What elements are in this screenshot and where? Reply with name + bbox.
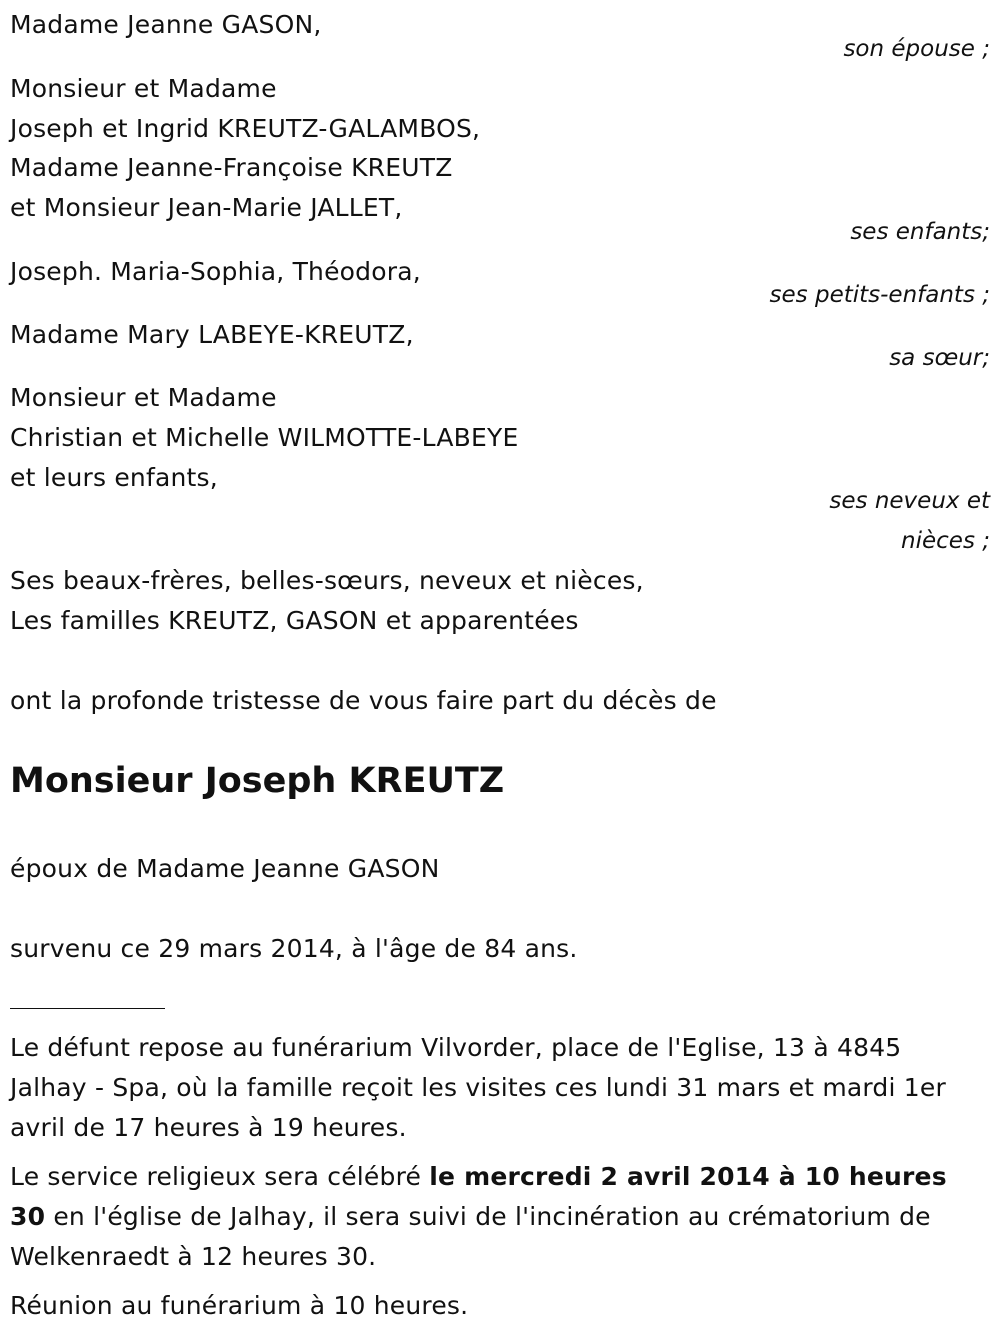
grandchildren-role: ses petits-enfants ; — [769, 282, 990, 308]
spouse-of-text: époux de Madame Jeanne GASON — [10, 854, 440, 883]
reunion-paragraph: Réunion au funérarium à 10 heures. — [10, 1291, 469, 1320]
sister-line: Madame Mary LABEYE-KREUTZ, — [10, 320, 414, 349]
nephews-role-line-1: ses neveux et — [829, 488, 990, 514]
sister-role: sa sœur; — [889, 345, 990, 371]
divider-rule — [10, 1008, 165, 1009]
children-line-2: Joseph et Ingrid KREUTZ-GALAMBOS, — [10, 114, 481, 143]
children-line-3: Madame Jeanne-Françoise KREUTZ — [10, 153, 453, 182]
children-line-4: et Monsieur Jean-Marie JALLET, — [10, 193, 403, 222]
service-suffix: en l'église de Jalhay, il sera suivi de l'incinération au crématorium de Welkenraedt à 12 heures 30. — [10, 1202, 931, 1271]
nephews-line-2: Christian et Michelle WILMOTTE-LABEYE — [10, 423, 519, 452]
service-prefix: Le service religieux sera célébré — [10, 1162, 430, 1191]
service-paragraph — [10, 1157, 985, 1277]
nephews-line-1: Monsieur et Madame — [10, 383, 277, 412]
children-role: ses enfants; — [850, 219, 990, 245]
deceased-name: Monsieur Joseph KREUTZ — [10, 761, 505, 801]
spouse-role: son épouse ; — [843, 36, 990, 62]
grandchildren-line: Joseph. Maria-Sophia, Théodora, — [10, 257, 421, 286]
repose-paragraph: Le défunt repose au funérarium Vilvorder, place de l'Eglise, 13 à 4845 Jalhay - Spa, où la famille reçoit les visites ces lundi 31 mars et mardi 1er avril de 17 heures à 19 heures. — [10, 1033, 946, 1142]
service-date-bold: le mercredi 2 avril 2014 à 10 heures 30 — [10, 1162, 947, 1231]
children-line-1: Monsieur et Madame — [10, 74, 277, 103]
spouse-line: Madame Jeanne GASON, — [10, 10, 322, 39]
announcement-text: ont la profonde tristesse de vous faire part du décès de — [10, 686, 717, 715]
nephews-line-3: et leurs enfants, — [10, 463, 218, 492]
nephews-role-line-2: nièces ; — [901, 528, 990, 554]
extended-line-2: Les familles KREUTZ, GASON et apparentées — [10, 606, 579, 635]
death-info-text: survenu ce 29 mars 2014, à l'âge de 84 ans. — [10, 934, 578, 963]
extended-line-1: Ses beaux-frères, belles-sœurs, neveux et nièces, — [10, 566, 644, 595]
